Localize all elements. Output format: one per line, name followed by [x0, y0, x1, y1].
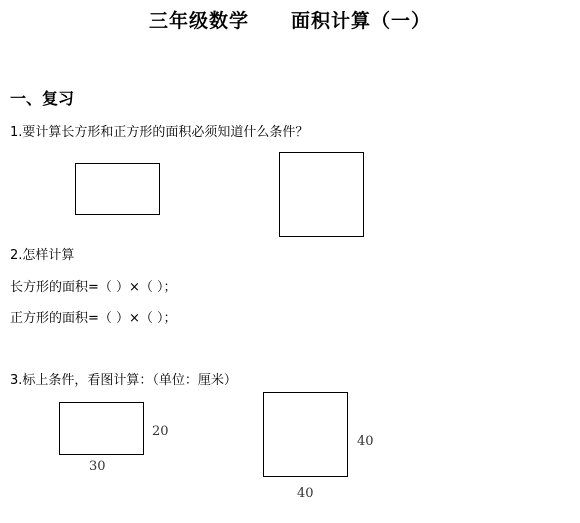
square-height-label: 40 [357, 434, 374, 449]
question-2: 2.怎样计算 [10, 248, 75, 263]
square-figure-1 [279, 152, 364, 237]
title-subject: 三年级数学 [148, 10, 249, 32]
square-width-label: 40 [297, 486, 314, 501]
rectangle-height-label: 20 [152, 424, 169, 439]
rectangle-figure-1 [75, 163, 160, 215]
question-3: 3.标上条件，看图计算：（单位：厘米） [10, 373, 237, 388]
rectangle-figure-2 [59, 402, 144, 455]
title-topic: 面积计算（一） [291, 10, 432, 32]
square-area-formula: 正方形的面积=（ ）×（ ）； [10, 311, 177, 326]
section-heading: 一、复习 [10, 89, 75, 108]
rectangle-width-label: 30 [89, 459, 106, 474]
rectangle-area-formula: 长方形的面积=（ ）×（ ）； [10, 280, 177, 295]
question-1: 1.要计算长方形和正方形的面积必须知道什么条件？ [10, 125, 309, 140]
page-title [0, 6, 580, 33]
square-figure-2 [263, 392, 348, 477]
